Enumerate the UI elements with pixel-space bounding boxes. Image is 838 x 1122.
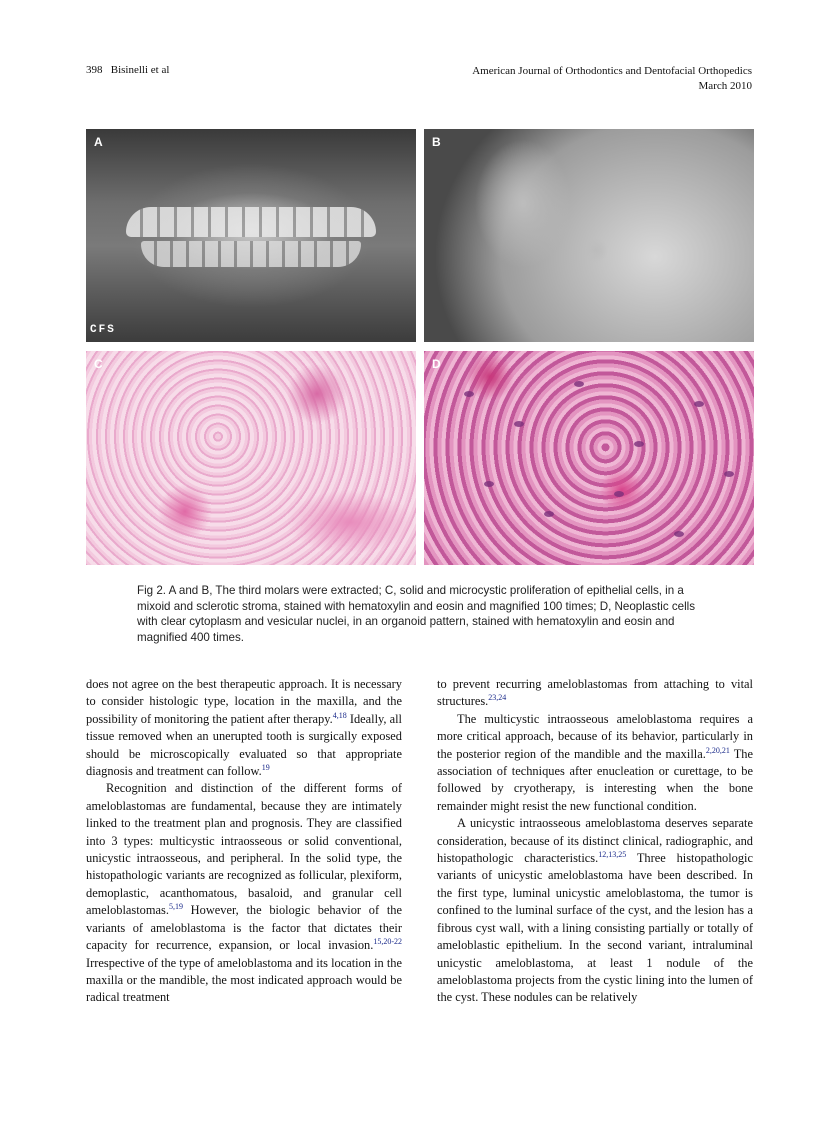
nucleus-shape bbox=[634, 441, 644, 447]
paragraph-text: However, the biologic behavior of the variants of ameloblastoma is the factor that dictates their capacity for recurrence, expansion, or local invasion. bbox=[86, 903, 402, 953]
paragraph bbox=[437, 711, 753, 815]
paragraph-text: The multicystic intraosseous ameloblastoma requires a more critical approach, because of its behavior, particularly in the posterior region of the mandible and the maxilla. bbox=[437, 711, 753, 761]
nucleus-shape bbox=[544, 511, 554, 517]
paragraph-text: Recognition and distinction of the different forms of ameloblastomas are fundamental, because they are intimately linked to the treatment plan and prognosis. They are classified into 3 types: multicystic intraosseous or solid conventional, unicystic intraosseous, and peripheral. In the solid type, the histopathologic variants are recognized as follicular, plexiform, demoplastic, acanthomatous, basaloid, and granular cell ameloblastomas. bbox=[86, 781, 402, 918]
radiograph-overlay-text: CFS bbox=[90, 324, 116, 336]
paragraph-text: Ideally, all tissue removed when an unerupted tooth is surgically exposed should be microscopically evaluated so that appropriate diagnosis and treatment can follow. bbox=[86, 711, 403, 779]
nucleus-shape bbox=[614, 491, 624, 497]
journal-title: American Journal of Orthodontics and Dentofacial Orthopedics bbox=[472, 65, 752, 77]
running-header-left: 398 Bisinelli et al bbox=[86, 64, 170, 76]
nucleus-shape bbox=[574, 381, 584, 387]
reference-citation[interactable]: 15,20-22 bbox=[373, 937, 402, 947]
reference-citation[interactable]: 2,20,21 bbox=[705, 745, 730, 755]
paragraph-text: Irrespective of the type of ameloblastoma and its location in the maxilla or the mandible, the most indicated approach would be radical treatment bbox=[86, 955, 402, 1005]
panel-label-a: A bbox=[94, 135, 103, 149]
reference-citation[interactable]: 4,18 bbox=[332, 710, 347, 720]
nucleus-shape bbox=[514, 421, 524, 427]
reference-citation[interactable]: 19 bbox=[261, 763, 270, 773]
body-column-left bbox=[86, 676, 402, 1007]
panel-label-c: C bbox=[94, 357, 103, 371]
nucleus-shape bbox=[724, 471, 734, 477]
panel-label-b: B bbox=[432, 135, 441, 149]
figure-panel-b-radiograph bbox=[424, 129, 754, 342]
paragraph-text: Three histopathologic variants of unicystic ameloblastoma have been described. In the first type, luminal unicystic ameloblastoma, the tumor is confined to the luminal surface of the cyst, and the lesion has a fibrous cyst wall, with a lining consisting partially or totally of ameloblastic epithelium. In the second variant, intraluminal unicystic ameloblastoma, at least 1 nodule of the ameloblastoma projects from the cystic lining into the lumen of the cyst. These nodules can be relatively bbox=[437, 851, 753, 1005]
running-header-right bbox=[472, 64, 752, 94]
issue-date: March 2010 bbox=[698, 80, 752, 92]
nucleus-shape bbox=[484, 481, 494, 487]
paragraph bbox=[86, 780, 402, 1006]
figure-caption: Fig 2. A and B, The third molars were extracted; C, solid and microcystic proliferation of epithelial cells, in a mixoid and sclerotic stroma, stained with hematoxylin and eosin and magnified 100 times; D, Neoplastic cells with clear cytoplasm and vesicular nuclei, in an organoid pattern, stained with hematoxylin and eosin and magnified 400 times. bbox=[137, 584, 696, 644]
paragraph bbox=[437, 676, 753, 711]
paragraph-text: A unicystic intraosseous ameloblastoma deserves separate consideration, because of its distinct clinical, radiographic, and histopathologic characteristics. bbox=[437, 816, 753, 866]
lower-teeth-shape bbox=[141, 241, 361, 267]
nucleus-shape bbox=[674, 531, 684, 537]
paragraph-text: The association of techniques after enucleation or curettage, to be followed by cryotherapy, is interesting when the bone remainder might resist the new functional condition. bbox=[437, 746, 753, 813]
paragraph bbox=[437, 815, 753, 1006]
upper-teeth-shape bbox=[126, 207, 376, 237]
figure-panel-c-histology bbox=[86, 351, 416, 565]
nucleus-shape bbox=[694, 401, 704, 407]
nucleus-shape bbox=[464, 391, 474, 397]
reference-citation[interactable]: 5,19 bbox=[168, 902, 183, 912]
figure-panel-a-radiograph bbox=[86, 129, 416, 342]
panel-label-d: D bbox=[432, 357, 441, 371]
reference-citation[interactable]: 23,24 bbox=[488, 693, 507, 703]
paragraph-text: to prevent recurring ameloblastomas from attaching to vital structures. bbox=[437, 677, 753, 709]
figure-panel-d-histology bbox=[424, 351, 754, 565]
paragraph bbox=[86, 676, 402, 780]
paragraph-text: does not agree on the best therapeutic approach. It is necessary to consider histologic type, location in the maxilla, and the possibility of monitoring the patient after therapy. bbox=[86, 677, 402, 726]
body-column-right bbox=[437, 676, 753, 1007]
reference-citation[interactable]: 12,13,25 bbox=[598, 850, 627, 860]
